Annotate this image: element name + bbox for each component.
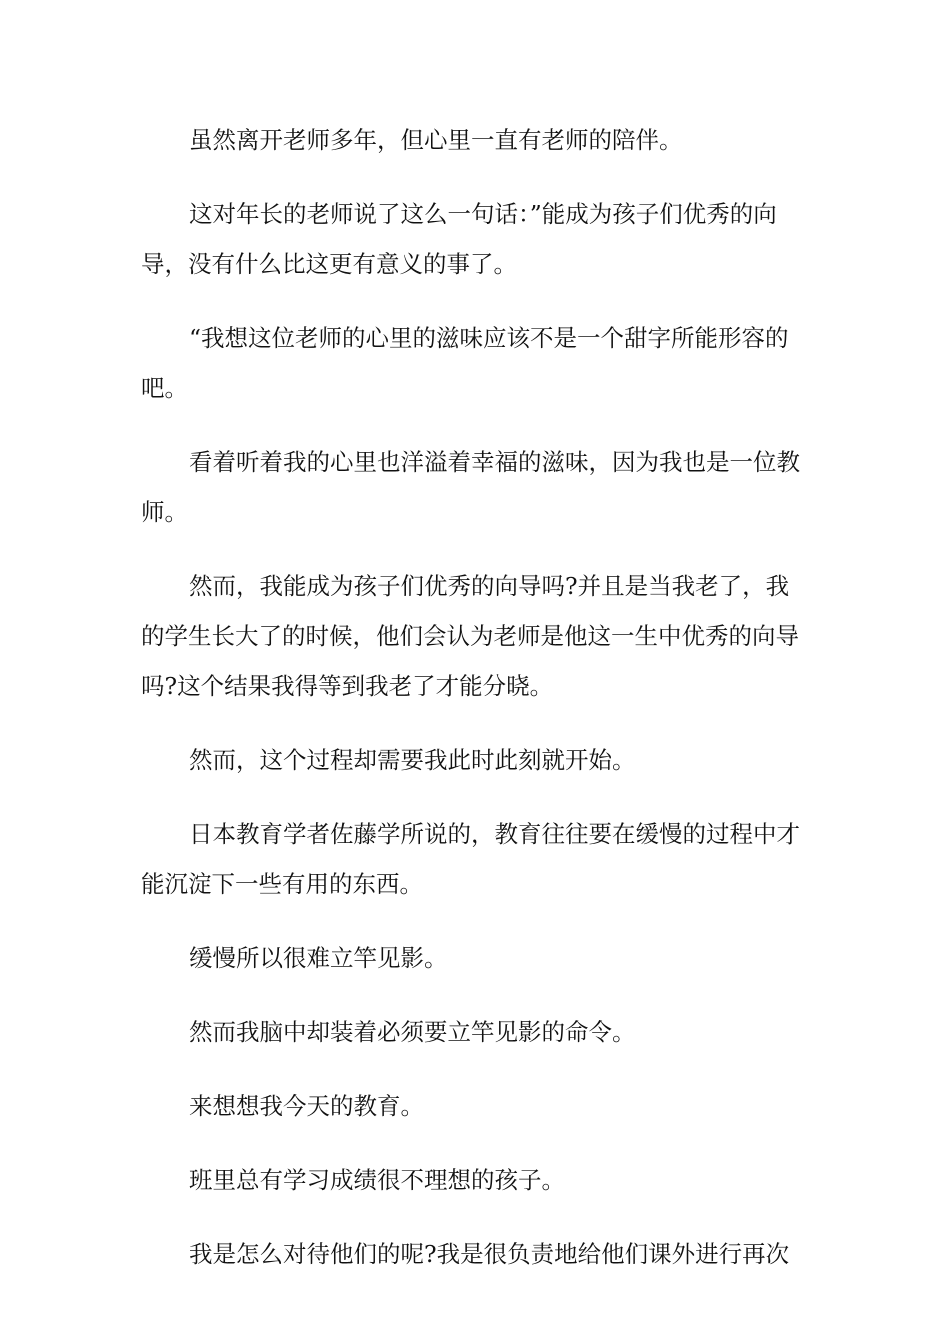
paragraph-2: 这对年长的老师说了这么一句话：”能成为孩子们优秀的向导，没有什么比这更有意义的事了。 bbox=[141, 200, 777, 278]
paragraph-9: 然而我脑中却装着必须要立竿见影的命令。 bbox=[189, 1018, 636, 1046]
paragraph-5: 然而，我能成为孩子们优秀的向导吗?并且是当我老了，我的学生长大了的时候，他们会认为老师是他这一生中优秀的向导吗?这个结果我得等到我老了才能分晓。 bbox=[141, 572, 799, 700]
paragraph-12: 我是怎么对待他们的呢?我是很负责地给他们课外进行再次 bbox=[189, 1240, 790, 1268]
paragraph-1: 虽然离开老师多年，但心里一直有老师的陪伴。 bbox=[189, 126, 683, 154]
paragraph-6: 然而，这个过程却需要我此时此刻就开始。 bbox=[189, 746, 636, 774]
paragraph-8: 缓慢所以很难立竿见影。 bbox=[189, 944, 448, 972]
document-body bbox=[141, 115, 809, 1279]
paragraph-10: 来想想我今天的教育。 bbox=[189, 1092, 424, 1120]
paragraph-4: 看着听着我的心里也洋溢着幸福的滋味，因为我也是一位教师。 bbox=[141, 448, 800, 526]
paragraph-7: 日本教育学者佐藤学所说的，教育往往要在缓慢的过程中才能沉淀下一些有用的东西。 bbox=[141, 820, 800, 898]
paragraph-3: “我想这位老师的心里的滋味应该不是一个甜字所能形容的吧。 bbox=[141, 324, 789, 402]
paragraph-11: 班里总有学习成绩很不理想的孩子。 bbox=[189, 1166, 565, 1194]
